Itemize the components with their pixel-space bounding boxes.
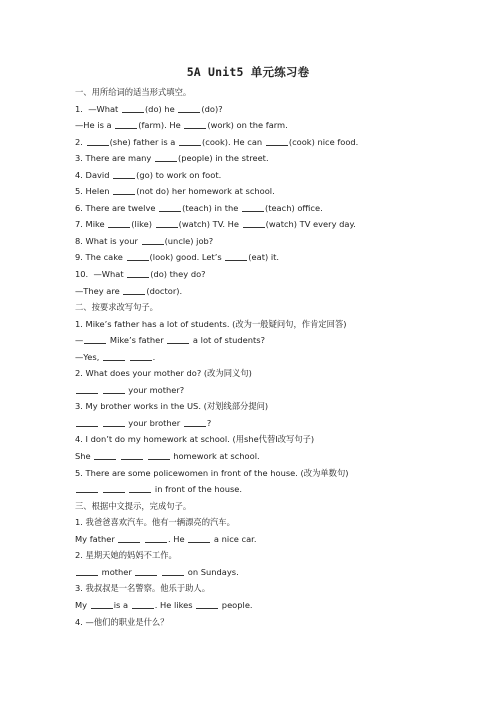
line-text: (doctor).	[146, 285, 183, 296]
exercise-line	[75, 167, 475, 184]
line-text: My	[75, 599, 90, 610]
line-text: 3. My brother works in the US. (对划线部分提问)	[75, 401, 269, 412]
exercise-line	[75, 117, 475, 134]
exercise-line	[75, 216, 475, 233]
exercise-line	[75, 415, 475, 432]
answer-blank[interactable]	[127, 251, 149, 261]
line-text	[99, 385, 102, 395]
exercise-line	[75, 183, 475, 200]
exercise-line	[75, 465, 475, 482]
exercise-line	[75, 332, 475, 349]
line-text	[126, 484, 129, 494]
answer-blank[interactable]	[132, 599, 154, 609]
answer-blank[interactable]	[76, 384, 98, 394]
line-text: —	[75, 335, 84, 346]
line-text: a lot of students?	[190, 335, 265, 346]
line-text	[117, 451, 120, 461]
exercise-line	[75, 365, 475, 382]
answer-blank[interactable]	[76, 417, 98, 427]
answer-blank[interactable]	[115, 119, 137, 129]
answer-blank[interactable]	[178, 103, 200, 113]
line-text: . He	[168, 533, 188, 544]
answer-blank[interactable]	[184, 119, 206, 129]
exercise-line	[75, 398, 475, 415]
line-text: (do) they do?	[150, 269, 206, 280]
answer-blank[interactable]	[84, 334, 106, 344]
exercise-line	[75, 448, 475, 465]
answer-blank[interactable]	[266, 136, 288, 146]
answer-blank[interactable]	[91, 599, 113, 609]
line-text: (eat) it.	[248, 252, 280, 263]
line-text: 9. The cake	[75, 252, 126, 263]
line-text: in front of the house.	[152, 484, 243, 495]
exercise-line	[75, 547, 475, 564]
answer-blank[interactable]	[87, 136, 109, 146]
line-text: 2. 星期天她的妈妈不工作。	[75, 550, 177, 561]
line-text: 1. 我爸爸喜欢汽车。他有一辆漂亮的汽车。	[75, 517, 235, 528]
section-heading: 三、根据中文提示，完成句子。	[75, 500, 192, 511]
exercise-line	[75, 614, 475, 631]
answer-blank[interactable]	[103, 384, 125, 394]
line-text: a nice car.	[211, 533, 257, 544]
exercise-line	[75, 249, 475, 266]
exercise-line	[75, 531, 475, 548]
answer-blank[interactable]	[108, 218, 130, 228]
answer-blank[interactable]	[167, 334, 189, 344]
answer-blank[interactable]	[243, 218, 265, 228]
answer-blank[interactable]	[121, 450, 143, 460]
exercise-line	[75, 431, 475, 448]
answer-blank[interactable]	[188, 533, 210, 543]
line-text: (cook). He can	[202, 136, 265, 147]
line-text: Mike’s father	[107, 335, 167, 346]
line-text: 7. Mike	[75, 219, 108, 230]
exercise-line	[75, 150, 475, 167]
answer-blank[interactable]	[135, 566, 157, 576]
line-text: is a	[113, 599, 131, 610]
line-text: (do)?	[201, 103, 223, 114]
answer-blank[interactable]	[103, 483, 125, 493]
line-text	[141, 534, 144, 544]
line-text: on Sundays.	[185, 566, 239, 577]
exercise-line	[75, 266, 475, 283]
answer-blank[interactable]	[129, 483, 151, 493]
answer-blank[interactable]	[162, 566, 184, 576]
line-text: 8. What is your	[75, 235, 141, 246]
exercise-line	[75, 564, 475, 581]
worksheet-body	[75, 84, 475, 630]
line-text: (do) he	[144, 103, 178, 114]
line-text	[99, 484, 102, 494]
exercise-line	[75, 597, 475, 614]
line-text: 2.	[75, 136, 86, 147]
line-text: your mother?	[125, 384, 185, 395]
line-text: (watch) TV every day.	[265, 219, 356, 230]
exercise-line	[75, 481, 475, 498]
line-text: 5. Helen	[75, 186, 113, 197]
line-text: —Yes,	[75, 351, 102, 362]
line-text: (not do) her homework at school.	[136, 186, 275, 197]
line-text	[126, 352, 129, 362]
answer-blank[interactable]	[123, 285, 145, 295]
answer-blank[interactable]	[103, 417, 125, 427]
line-text: your brother	[125, 417, 183, 428]
answer-blank[interactable]	[145, 533, 167, 543]
line-text: (watch) TV. He	[178, 219, 242, 230]
section-heading: 二、按要求改写句子。	[75, 302, 158, 313]
line-text: —They are	[75, 285, 123, 296]
answer-blank[interactable]	[130, 351, 152, 361]
answer-blank[interactable]	[242, 202, 264, 212]
answer-blank[interactable]	[127, 268, 149, 278]
line-text: (look) good. Let’s	[149, 252, 225, 263]
line-text: 2. What does your mother do? (改为同义句)	[75, 368, 252, 379]
line-text: . He likes	[154, 599, 196, 610]
exercise-line	[75, 349, 475, 366]
answer-blank[interactable]	[159, 202, 181, 212]
answer-blank[interactable]	[148, 450, 170, 460]
line-text: 1. Mike’s father has a lot of students. (改为一般疑问句，作肯定回答)	[75, 318, 347, 329]
page-title: 5A Unit5 单元练习卷	[186, 65, 310, 79]
section-heading: 一、用所给词的适当形式填空。	[75, 87, 192, 97]
line-text: (teach) office.	[264, 202, 323, 213]
line-text: (like)	[131, 219, 155, 230]
line-text: homework at school.	[170, 451, 260, 462]
answer-blank[interactable]	[76, 566, 98, 576]
exercise-line	[75, 101, 475, 118]
line-text	[144, 451, 147, 461]
line-text: 4. I don’t do my homework at school. (用she代替I改写句子)	[75, 434, 315, 445]
line-text: 5. There are some policewomen in front of the house. (改为单数句)	[75, 467, 349, 478]
answer-blank[interactable]	[142, 235, 164, 245]
line-text: My father	[75, 533, 118, 544]
line-text: (she) father is a	[109, 136, 179, 147]
answer-blank[interactable]	[156, 218, 178, 228]
line-text: 4. David	[75, 169, 113, 180]
line-text: (cook) nice food.	[288, 136, 359, 147]
exercise-line	[75, 316, 475, 333]
line-text: (people) in the street.	[177, 153, 269, 164]
answer-blank[interactable]	[94, 450, 116, 460]
exercise-line	[75, 233, 475, 250]
line-text: (teach) in the	[182, 202, 241, 213]
line-text: 1. —What	[75, 103, 121, 114]
answer-blank[interactable]	[113, 185, 135, 195]
answer-blank[interactable]	[118, 533, 140, 543]
exercise-line	[75, 514, 475, 531]
line-text: people.	[219, 599, 253, 610]
line-text: 3. There are many	[75, 153, 154, 164]
line-text	[99, 418, 102, 428]
line-text: ?	[206, 417, 212, 428]
answer-blank[interactable]	[184, 417, 206, 427]
line-text: 4. —他们的职业是什么？	[75, 616, 169, 627]
exercise-line	[75, 200, 475, 217]
answer-blank[interactable]	[196, 599, 218, 609]
answer-blank[interactable]	[155, 152, 177, 162]
line-text: She	[75, 451, 94, 462]
line-text: (uncle) job?	[164, 235, 214, 246]
line-text: .	[152, 351, 156, 362]
line-text: 6. There are twelve	[75, 202, 159, 213]
exercise-line	[75, 382, 475, 399]
line-text: mother	[99, 566, 135, 577]
line-text	[158, 567, 161, 577]
answer-blank[interactable]	[225, 251, 247, 261]
answer-blank[interactable]	[113, 169, 135, 179]
line-text: (go) to work on foot.	[136, 169, 222, 180]
answer-blank[interactable]	[76, 483, 98, 493]
exercise-line	[75, 134, 475, 151]
line-text: 3. 我叔叔是一名警察。他乐于助人。	[75, 583, 211, 594]
answer-blank[interactable]	[179, 136, 201, 146]
answer-blank[interactable]	[122, 103, 144, 113]
line-text: (farm). He	[138, 120, 184, 131]
exercise-line	[75, 580, 475, 597]
line-text: (work) on the farm.	[207, 120, 288, 131]
answer-blank[interactable]	[103, 351, 125, 361]
exercise-line	[75, 283, 475, 300]
line-text: —He is a	[75, 120, 115, 131]
line-text: 10. —What	[75, 269, 127, 280]
